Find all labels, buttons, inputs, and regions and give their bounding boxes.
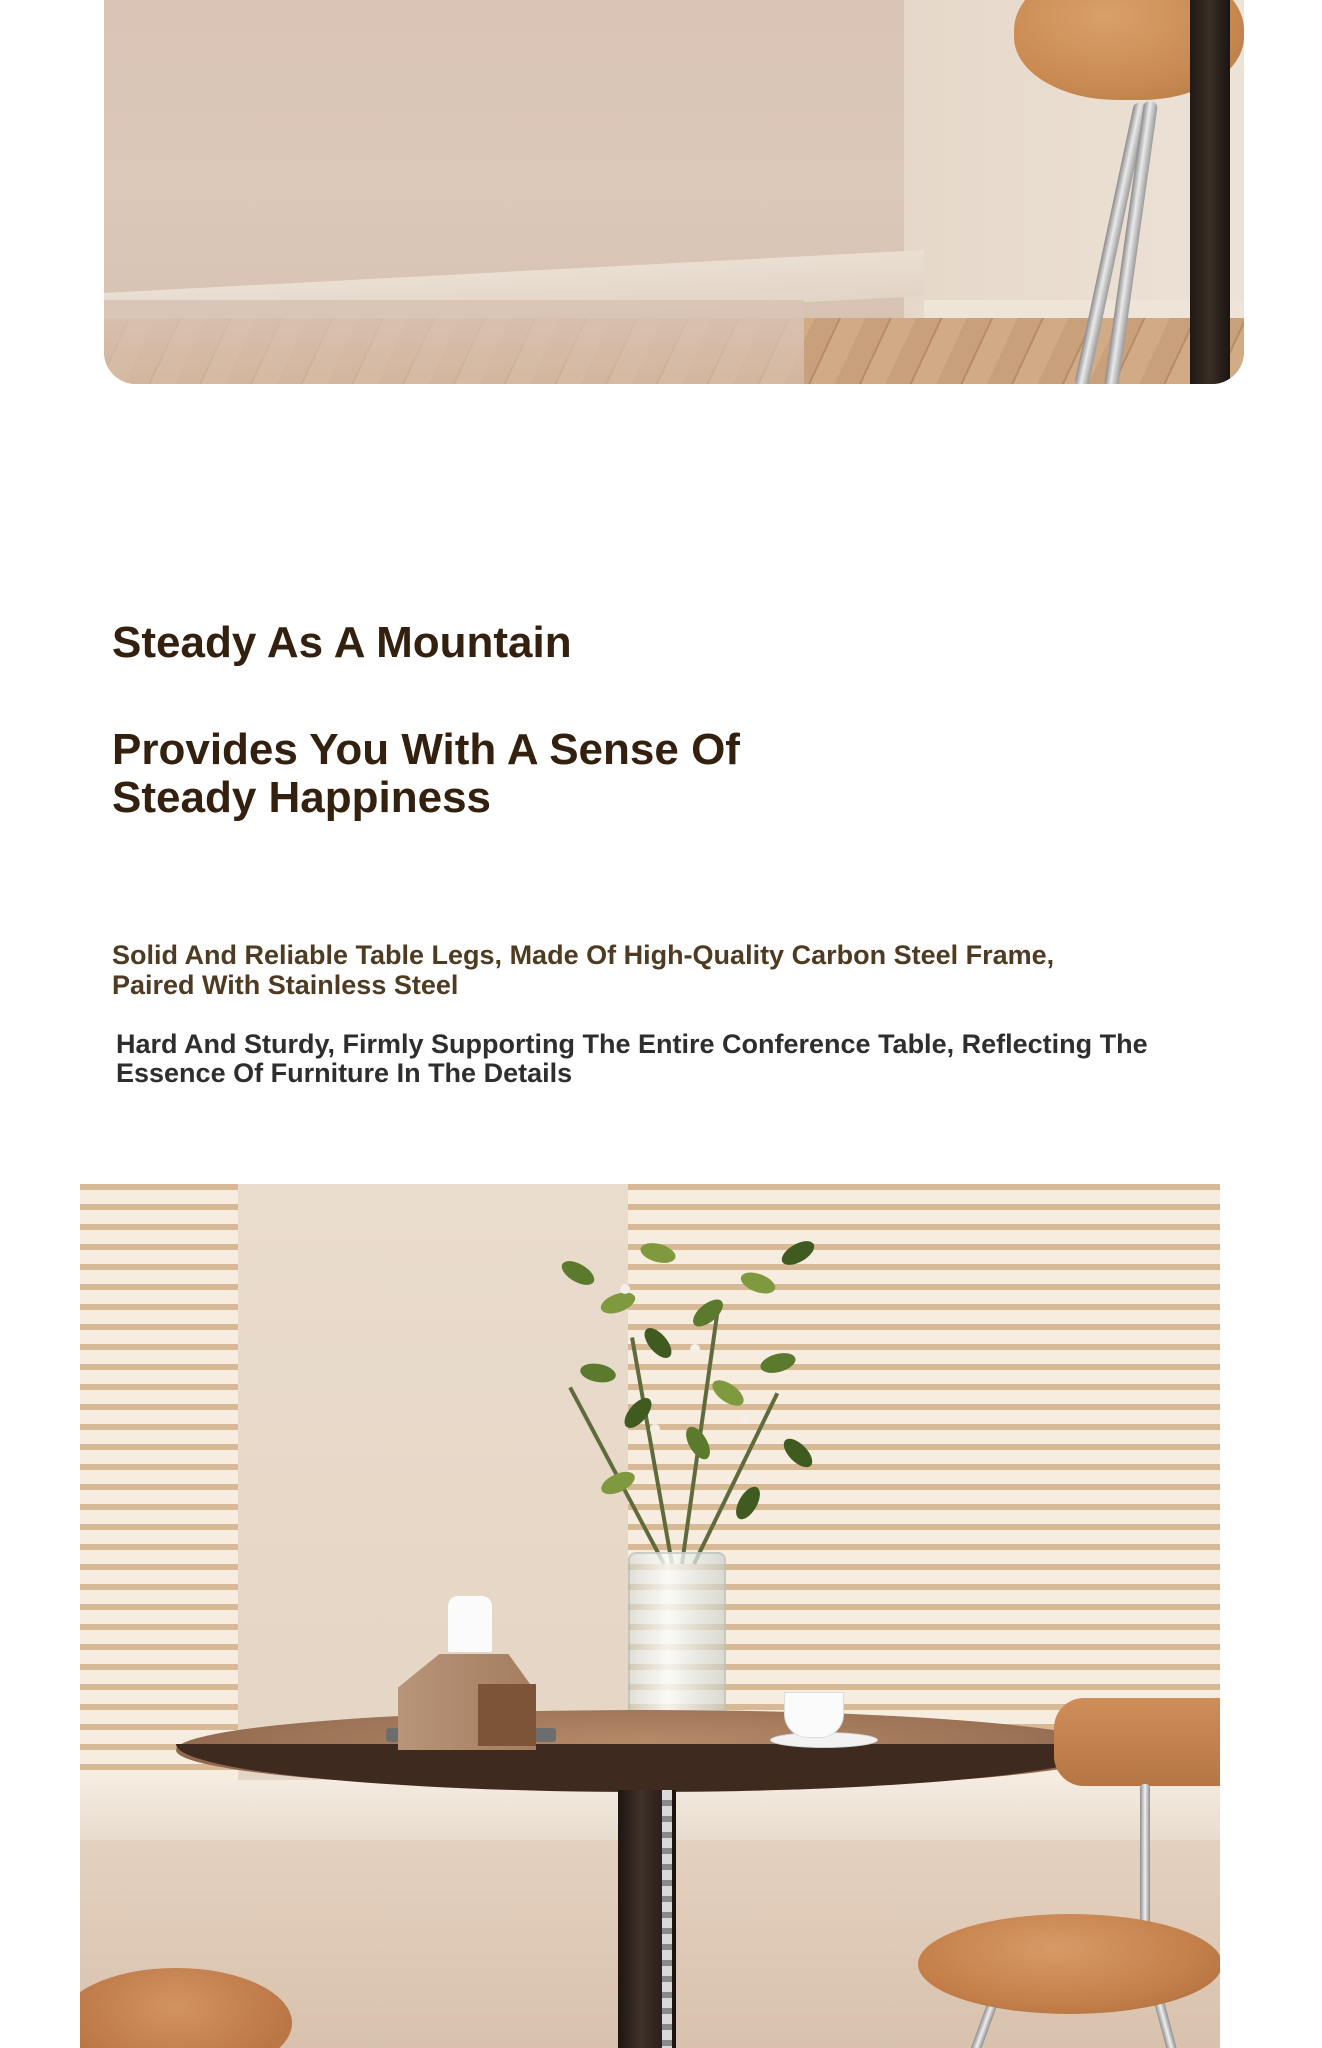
- feature-description-legs: Solid And Reliable Table Legs, Made Of High-Quality Carbon Steel Frame, Paired With Stainless Steel: [112, 940, 1055, 1000]
- chair-back: [1054, 1698, 1220, 1786]
- coffee-cup: [784, 1692, 844, 1738]
- tissue-box-front: [478, 1684, 536, 1746]
- photo-edge: [1220, 1360, 1230, 2048]
- tissue: [448, 1596, 492, 1652]
- flower: [690, 1344, 700, 1354]
- glass-vase: [628, 1552, 726, 1734]
- chair-seat: [918, 1914, 1220, 2014]
- flower: [650, 1424, 660, 1434]
- bottom-product-photo: [80, 1184, 1220, 2048]
- table-pole: [1190, 0, 1230, 384]
- section-subheading: Provides You With A Sense Of Steady Happiness: [112, 725, 740, 822]
- top-product-photo: [104, 0, 1244, 384]
- table-pole-chrome: [662, 1790, 672, 2048]
- photo-floor-shadow: [104, 300, 804, 384]
- flower: [740, 1414, 750, 1424]
- feature-description-sturdy: Hard And Sturdy, Firmly Supporting The Entire Conference Table, Reflecting The Essence Of Furniture In The Details: [116, 1029, 1148, 1088]
- flower: [620, 1284, 630, 1294]
- section-heading: Steady As A Mountain: [112, 618, 572, 667]
